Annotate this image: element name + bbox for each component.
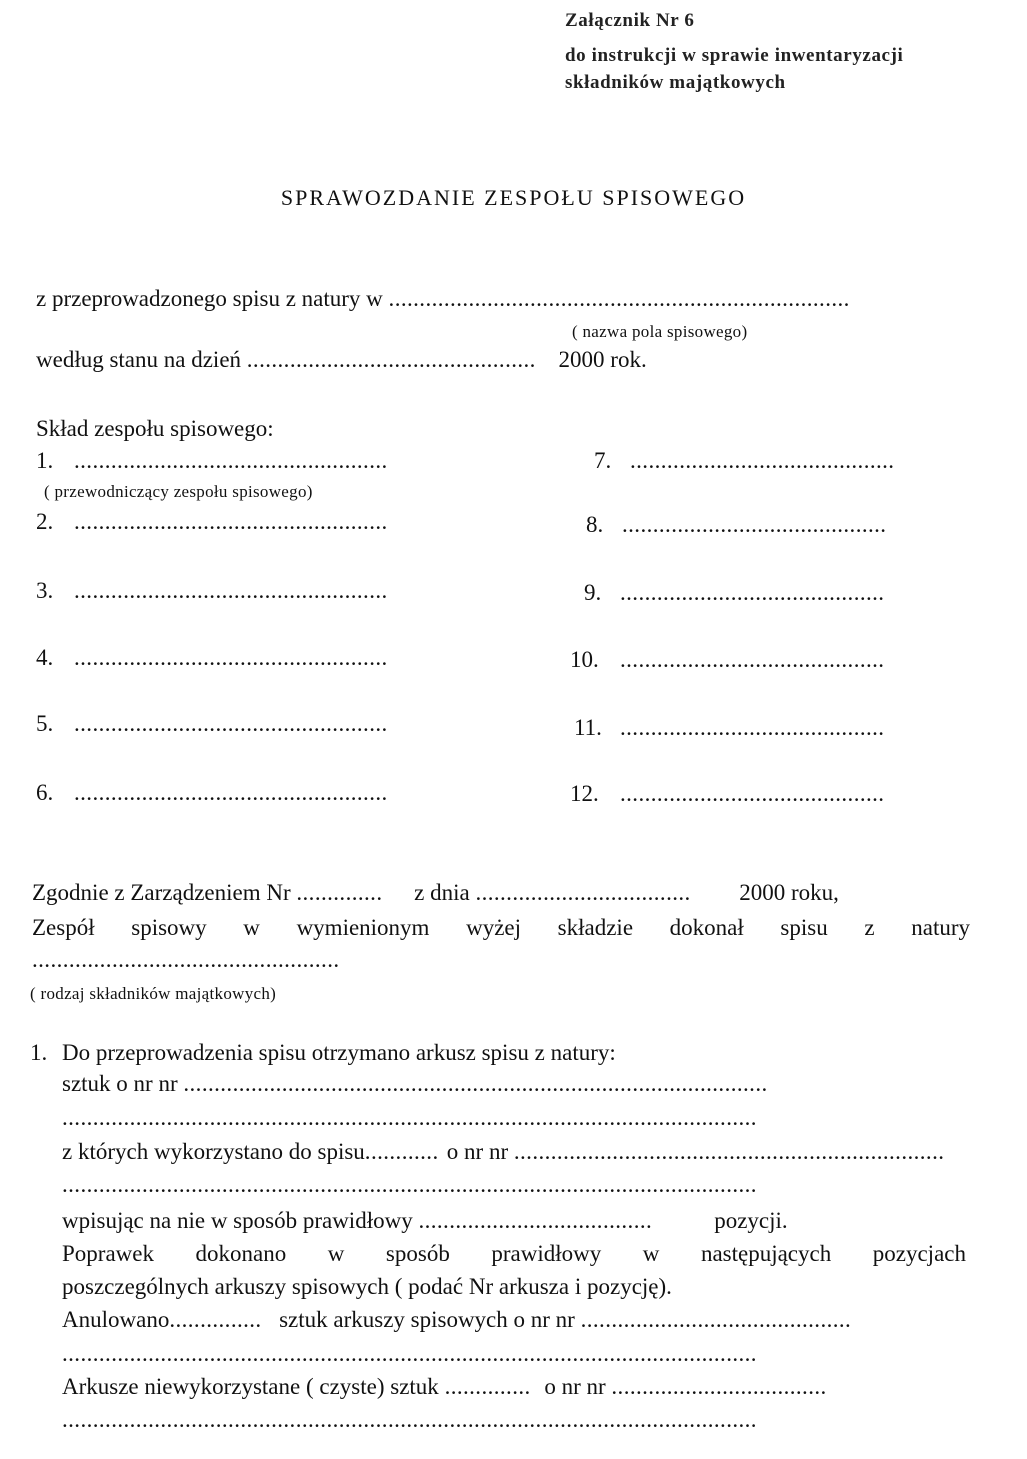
team-member-1	[36, 446, 448, 476]
field-blank-3[interactable]: .................................................................................................................	[62, 1341, 757, 1366]
blank-row-3	[62, 1339, 958, 1369]
team-member-3-field[interactable]: ...................................................	[74, 578, 388, 603]
team-member-3	[36, 576, 442, 606]
team-member-4-field[interactable]: ...................................................	[74, 645, 388, 670]
field-wykorzystano-nr[interactable]: ......................................................................	[513, 1139, 945, 1164]
used-mid: o nr nr	[446, 1139, 509, 1164]
field-rodzaj-skladnikow[interactable]: ..................................................	[32, 947, 340, 972]
team-member-6-field[interactable]: ...................................................	[74, 780, 388, 805]
team-member-3-num: 3.	[36, 578, 54, 603]
section-1-number: 1.	[30, 1040, 48, 1065]
team-member-7-field[interactable]: ...........................................	[630, 448, 895, 473]
team-member-4-num: 4.	[36, 645, 54, 670]
team-member-1-field[interactable]: ...................................................	[74, 448, 388, 473]
order-line-2: Zespół spisowy w wymienionym wyżej składzie dokonał spisu z natury	[32, 915, 970, 940]
team-member-12-field[interactable]: ...........................................	[620, 781, 885, 806]
field-niewykorzystane-ilosc[interactable]: ..............	[444, 1374, 531, 1399]
corrections-line-2: poszczególnych arkuszy spisowych ( podać Nr arkusza i pozycję).	[62, 1274, 672, 1299]
sztuk-text: sztuk o nr nr	[62, 1071, 178, 1096]
order-text-2: z dnia	[414, 880, 470, 905]
unused-mid: o nr nr	[544, 1374, 606, 1399]
used-row	[62, 1137, 945, 1167]
order-line-1	[32, 878, 839, 908]
team-member-8-num: 8.	[586, 512, 604, 537]
wpis-text: wpisując na nie w sposób prawidłowy	[62, 1208, 413, 1233]
team-member-12	[570, 779, 966, 809]
annul-text: Anulowano	[62, 1307, 170, 1332]
team-member-12-num: 12.	[570, 781, 599, 806]
team-member-2	[36, 507, 442, 537]
team-member-10	[570, 645, 966, 675]
caption-rodzaj-skladnikow: ( rodzaj składników majątkowych)	[30, 984, 277, 1003]
team-member-11	[574, 713, 966, 743]
intro-line-1	[36, 284, 867, 314]
team-member-11-num: 11.	[574, 715, 602, 740]
annul-mid: sztuk arkuszy spisowych o nr nr	[279, 1307, 575, 1332]
team-heading: Skład zespołu spisowego:	[36, 416, 274, 441]
team-member-11-field[interactable]: ...........................................	[620, 715, 885, 740]
blank-row-2	[62, 1170, 958, 1200]
attachment-instruction: do instrukcji w sprawie inwentaryzacji	[565, 45, 904, 66]
attachment-number: Załącznik Nr 6	[565, 10, 695, 31]
wpis-end: pozycji.	[714, 1208, 788, 1233]
wpis-row	[62, 1206, 788, 1236]
intro-line-2	[36, 345, 647, 375]
intro-line-2-end: 2000 rok.	[558, 347, 647, 372]
field-pole-spisowe[interactable]: ...........................................................................	[388, 286, 850, 311]
team-member-8-field[interactable]: ...........................................	[622, 512, 887, 537]
page-title: SPRAWOZDANIE ZESPOŁU SPISOWEGO	[280, 185, 747, 210]
team-member-10-field[interactable]: ...........................................	[620, 647, 885, 672]
caption-pole-spisowe: ( nazwa pola spisowego)	[572, 322, 748, 341]
team-member-2-field[interactable]: ...................................................	[74, 509, 388, 534]
field-sztuk-nr[interactable]: ...............................................................................................	[183, 1071, 768, 1096]
team-member-2-num: 2.	[36, 509, 54, 534]
team-member-6-num: 6.	[36, 780, 54, 805]
section-1-heading-row	[30, 1038, 616, 1068]
team-member-5-num: 5.	[36, 711, 54, 736]
team-member-10-num: 10.	[570, 647, 599, 672]
team-member-6	[36, 778, 450, 808]
field-pozycji[interactable]: ......................................	[418, 1208, 653, 1233]
team-member-5-field[interactable]: ...................................................	[74, 711, 388, 736]
team-member-1-num: 1.	[36, 448, 54, 473]
field-zarzadzenie-nr[interactable]: ..............	[296, 880, 383, 905]
field-stan-na-dzien[interactable]: ...............................................	[246, 347, 536, 372]
field-z-dnia[interactable]: ...................................	[475, 880, 691, 905]
section-1-heading: Do przeprowadzenia spisu otrzymano arkusz spisu z natury:	[62, 1040, 616, 1065]
team-member-7-num: 7.	[594, 448, 612, 473]
blank-row-4	[62, 1405, 958, 1435]
field-niewykorzystane-nr[interactable]: ...................................	[611, 1374, 827, 1399]
team-member-9-num: 9.	[584, 580, 602, 605]
order-text-1: Zgodnie z Zarządzeniem Nr	[32, 880, 291, 905]
field-anulowano-ilosc[interactable]: ...............	[169, 1307, 262, 1332]
order-text-3: 2000 roku,	[739, 880, 839, 905]
blank-row-1	[62, 1103, 958, 1133]
team-member-9-field[interactable]: ...........................................	[620, 580, 885, 605]
used-text: z których wykorzystano do spisu	[62, 1139, 365, 1164]
field-anulowano-nr[interactable]: ............................................	[580, 1307, 852, 1332]
team-member-4	[36, 643, 442, 673]
attachment-subject: składników majątkowych	[565, 72, 786, 93]
field-blank-2[interactable]: .................................................................................................................	[62, 1172, 757, 1197]
team-member-7	[594, 446, 968, 476]
team-member-9	[584, 578, 966, 608]
intro-line-1-text: z przeprowadzonego spisu z natury w	[36, 286, 383, 311]
corrections-line-1: Poprawek dokonano w sposób prawidłowy w następujących pozycjach	[62, 1241, 966, 1266]
annul-row	[62, 1305, 852, 1335]
caption-chairman: ( przewodniczący zespołu spisowego)	[44, 482, 313, 501]
field-blank-4[interactable]: .................................................................................................................	[62, 1407, 757, 1432]
unused-text: Arkusze niewykorzystane ( czyste) sztuk	[62, 1374, 439, 1399]
unused-row	[62, 1372, 833, 1402]
field-blank-1[interactable]: .................................................................................................................	[62, 1105, 757, 1130]
team-member-5	[36, 709, 442, 739]
intro-line-2-text: według stanu na dzień	[36, 347, 242, 372]
team-member-8	[586, 510, 968, 540]
sztuk-row	[62, 1069, 915, 1099]
field-wykorzystano-ilosc[interactable]: ............	[364, 1139, 439, 1164]
order-line-3	[32, 945, 406, 975]
